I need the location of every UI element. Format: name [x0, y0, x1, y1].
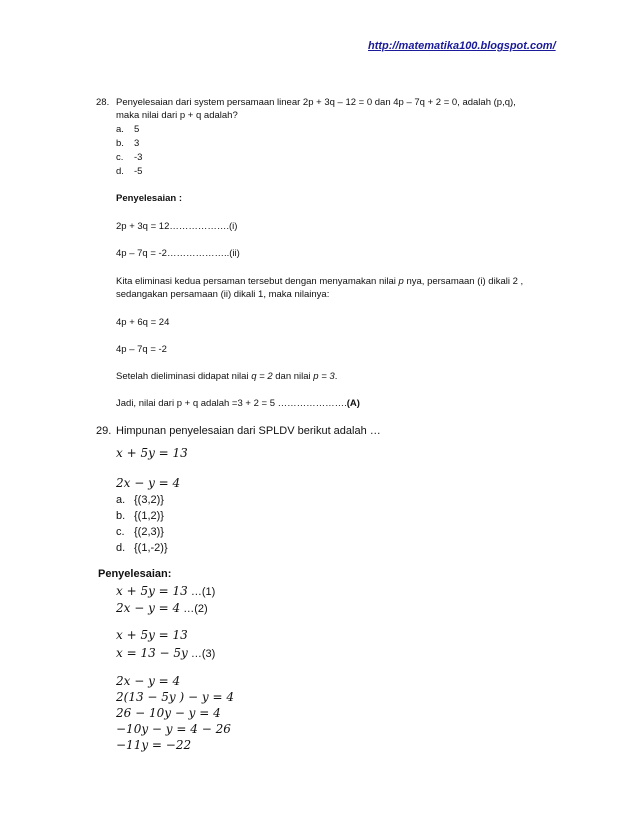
- step-4: [116, 644, 215, 662]
- option-c-letter: c.: [116, 152, 124, 163]
- step-1-math: x + 5y = 13: [116, 584, 188, 598]
- result-text-mid: dan nilai: [272, 371, 314, 382]
- result-text-end: .: [334, 371, 338, 382]
- question-number: 29.: [96, 425, 112, 437]
- equation-i: 2p + 3q = 12……………….(i): [116, 221, 238, 232]
- header-link[interactable]: http://matematika100.blogspot.com/: [368, 40, 556, 52]
- system-equation-2: 2x − y = 4: [116, 476, 181, 490]
- step-2-math: 2x − y = 4: [116, 601, 181, 615]
- option-c-letter: c.: [116, 526, 125, 538]
- option-a-letter: a.: [116, 494, 126, 506]
- step-1: [116, 582, 215, 600]
- option-c-text: -3: [134, 152, 143, 163]
- result-q: q = 2: [251, 371, 273, 382]
- option-c-text: {(2,3)}: [134, 526, 164, 538]
- step-2-tag: …(2): [180, 603, 208, 615]
- step-1-tag: …(1): [187, 586, 216, 598]
- option-b-text: {(1,2)}: [134, 510, 164, 522]
- step-2: [116, 599, 208, 617]
- question-text-line-2: maka nilai dari p + q adalah?: [116, 110, 238, 121]
- step-5: 2x − y = 4: [116, 674, 181, 688]
- system-equation-1: x + 5y = 13: [116, 446, 188, 460]
- result-p: p = 3: [313, 371, 335, 382]
- final-answer-line: [116, 397, 360, 410]
- equation-4: 4p – 7q = -2: [116, 344, 167, 355]
- question-text-line-1: Penyelesaian dari system persamaan linear 2p + 3q – 12 = 0 dan 4p – 7q + 2 = 0, adalah (p,q),: [116, 97, 516, 108]
- question-number: 28.: [96, 97, 110, 108]
- option-d-letter: d.: [116, 166, 124, 177]
- explanation-variable: p: [398, 276, 404, 287]
- equation-3: 4p + 6q = 24: [116, 317, 170, 328]
- option-a-text: {(3,2)}: [134, 494, 164, 506]
- option-d-letter: d.: [116, 542, 126, 554]
- explanation-line-2: sedangakan persamaan (ii) dikali 1, maka nilainya:: [116, 289, 330, 300]
- question-text: Himpunan penyelesaian dari SPLDV berikut adalah …: [116, 425, 381, 437]
- step-7: 26 − 10y − y = 4: [116, 706, 221, 720]
- equation-ii: 4p – 7q = -2………………..(ii): [116, 248, 240, 259]
- step-8: −10y − y = 4 − 26: [116, 722, 231, 736]
- explanation-line-1: [116, 275, 523, 288]
- option-b-text: 3: [134, 138, 140, 149]
- option-d-text: -5: [134, 166, 143, 177]
- step-4-math: x = 13 − 5y: [116, 646, 188, 660]
- step-3: x + 5y = 13: [116, 628, 188, 642]
- elimination-result: [116, 370, 337, 383]
- explanation-text-b: nya, persamaan (i) dikali 2 ,: [403, 276, 524, 287]
- final-answer: (A): [346, 398, 360, 409]
- step-6: 2(13 − 5y ) − y = 4: [116, 690, 234, 704]
- final-text: Jadi, nilai dari p + q adalah =3 + 2 = 5 ………………….: [116, 398, 347, 409]
- option-b-letter: b.: [116, 138, 124, 149]
- solution-title: Penyelesaian:: [98, 568, 172, 580]
- option-d-text: {(1,-2)}: [134, 542, 168, 554]
- option-b-letter: b.: [116, 510, 126, 522]
- step-4-tag: …(3): [187, 648, 216, 660]
- option-a-letter: a.: [116, 124, 124, 135]
- solution-title: Penyelesaian :: [116, 193, 183, 204]
- explanation-text-a: Kita eliminasi kedua persaman tersebut dengan menyamakan nilai: [116, 276, 399, 287]
- step-9: −11y = −22: [116, 738, 192, 752]
- result-text-a: Setelah dieliminasi didapat nilai: [116, 371, 252, 382]
- option-a-text: 5: [134, 124, 140, 135]
